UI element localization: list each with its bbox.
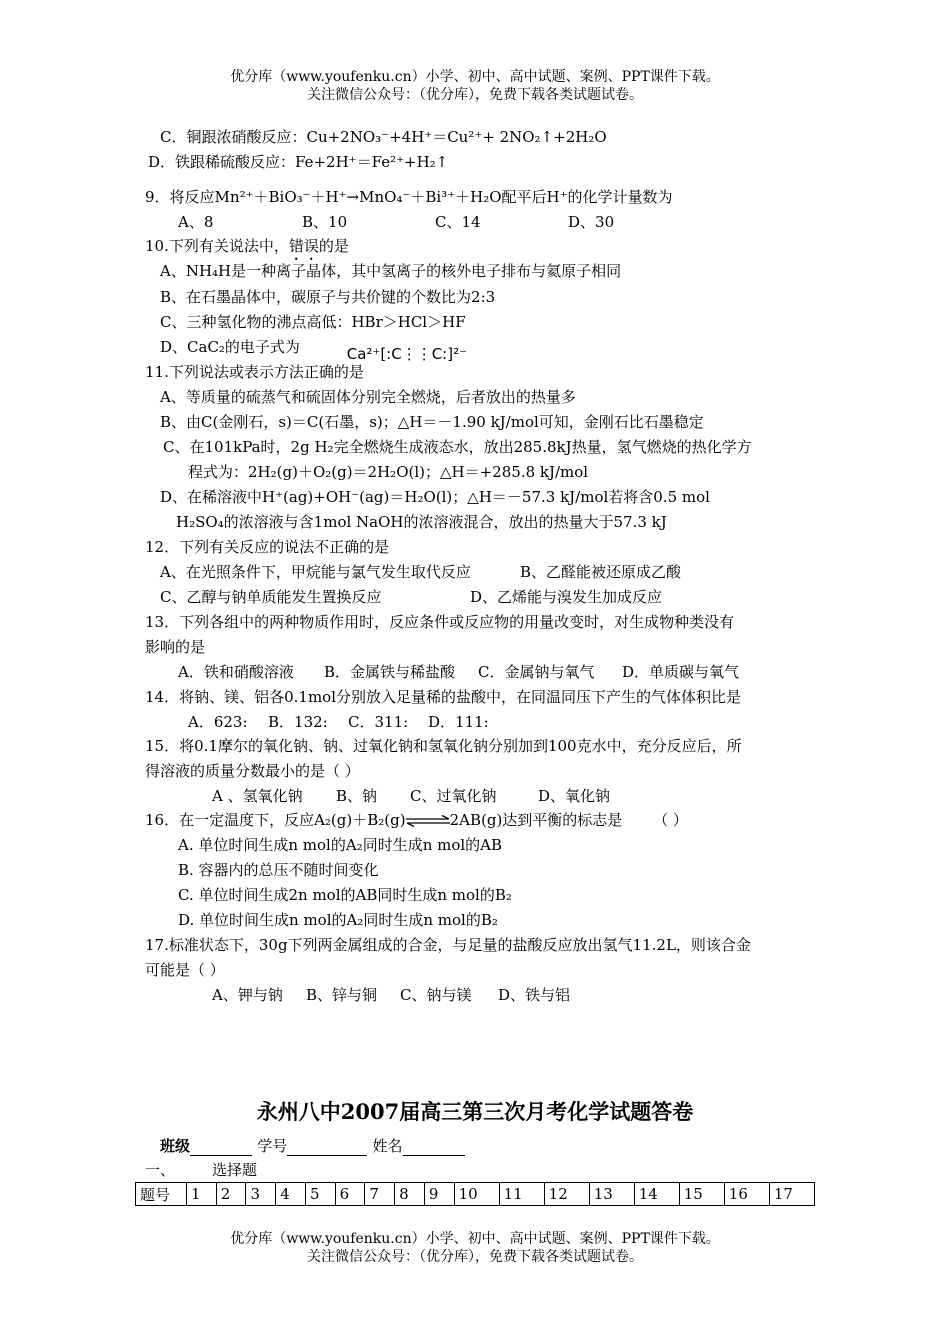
- q15-option-a: A 、氢氧化钠: [212, 787, 303, 805]
- question-number-cell: 3: [246, 1183, 276, 1206]
- q11-option-d-line1: D、在稀溶液中H⁺(ag)+OH⁻(ag)＝H₂O(l)；△H＝－57.3 kJ/mol若将含0.5 mol: [160, 488, 710, 506]
- q16-stem: [145, 810, 688, 830]
- question-number-cell: 1: [187, 1183, 217, 1206]
- q11-option-c-line1: C、在101kPa时，2g H₂完全燃烧生成液态水，放出285.8kJ热量，氢气燃烧的热化学方: [163, 438, 752, 456]
- q10-stem: [145, 236, 349, 264]
- q14-option-a: A．623:: [188, 713, 248, 731]
- q16-option-d: D. 单位时间生成n mol的A₂同时生成n mol的B₂: [178, 911, 498, 929]
- q12-option-b: B、乙醛能被还原成乙酸: [520, 563, 682, 581]
- question-number-cell: 7: [365, 1183, 395, 1206]
- q15-option-c: C、过氧化钠: [410, 787, 497, 805]
- question-number-cell: 8: [395, 1183, 425, 1206]
- answer-table: [135, 1182, 815, 1206]
- q17-stem-line1: 17.标准状态下，30g下列两金属组成的合金，与足量的盐酸反应放出氢气11.2L，则该合金: [145, 936, 751, 954]
- question-number-cell: 9: [424, 1183, 454, 1206]
- q14-option-c: C．311:: [348, 713, 409, 731]
- q15-option-b: B、钠: [336, 787, 378, 805]
- q11-stem: 11.下列说法或表示方法正确的是: [145, 363, 364, 381]
- q16-stem-pre: 16．在一定温度下，反应A₂(g)＋B₂(g): [145, 811, 406, 829]
- q9-option-a: A、8: [178, 213, 214, 231]
- q16-option-c: C. 单位时间生成2n mol的AB同时生成n mol的B₂: [178, 886, 512, 904]
- question-number-cell: 17: [769, 1183, 814, 1206]
- section-title: 选择题: [212, 1161, 258, 1179]
- equilibrium-arrow-icon: [406, 815, 450, 827]
- q17-option-c: C、钠与镁: [400, 986, 472, 1004]
- header-line-1: 优分库（www.youfenku.cn）小学、初中、高中试题、案例、PPT课件下载。: [230, 69, 720, 85]
- q10-option-d-text: D、CaC₂的电子式为: [160, 338, 300, 356]
- answer-table-header-row: [136, 1183, 815, 1206]
- q10-stem-emphasis: 错误: [288, 237, 319, 255]
- question-number-cell: 4: [276, 1183, 306, 1206]
- q8-option-c: C．铜跟浓硝酸反应：Cu+2NO₃⁻+4H⁺＝Cu²⁺+ 2NO₂↑+2H₂O: [160, 128, 607, 146]
- q16-stem-post: 2AB(g)达到平衡的标志是: [449, 811, 623, 829]
- q11-option-c-line2: 程式为：2H₂(g)＋O₂(g)＝2H₂O(l)；△H＝+285.8 kJ/mol: [188, 463, 589, 481]
- q12-option-c: C、乙醇与钠单质能发生置换反应: [160, 588, 382, 606]
- q8-option-d: D．铁跟稀硫酸反应：Fe+2H⁺＝Fe²⁺+H₂↑: [148, 153, 449, 171]
- answer-sheet-title: 永州八中2007届高三第三次月考化学试题答卷: [256, 1099, 694, 1124]
- question-number-cell: 14: [634, 1183, 679, 1206]
- q12-option-d: D、乙烯能与溴发生加成反应: [470, 588, 663, 606]
- q10-stem-pre: 10.下列有关说法中，: [145, 237, 289, 255]
- question-number-cell: 5: [305, 1183, 335, 1206]
- q13-option-c: C．金属钠与氧气: [478, 663, 595, 681]
- q9-option-b: B、10: [302, 213, 348, 231]
- q15-option-d: D、氧化钠: [538, 787, 611, 805]
- q13-option-d: D．单质碳与氧气: [622, 663, 740, 681]
- q10-stem-post: 的是: [318, 237, 349, 255]
- q10-option-c: C、三种氢化物的沸点高低：HBr＞HCl＞HF: [160, 313, 466, 331]
- q13-option-a: A．铁和硝酸溶液: [178, 663, 294, 681]
- page-footer: [0, 1230, 950, 1266]
- q14-option-b: B．132:: [268, 713, 328, 731]
- q9-option-d: D、30: [568, 213, 615, 231]
- footer-line-2: 关注微信公众号：（优分库），免费下载各类试题试卷。: [307, 1249, 643, 1265]
- q17-stem-line2: 可能是（ ）: [145, 961, 225, 979]
- name-blank[interactable]: [403, 1139, 465, 1156]
- question-number-cell: 13: [589, 1183, 634, 1206]
- student-id-blank[interactable]: [287, 1139, 367, 1156]
- q9-option-c: C、14: [435, 213, 481, 231]
- q11-option-b: B、由C(金刚石，s)＝C(石墨，s)；△H＝－1.90 kJ/mol可知，金刚石比石墨稳定: [160, 413, 704, 431]
- question-number-cell: 2: [216, 1183, 246, 1206]
- q11-option-d-line2: H₂SO₄的浓溶液与含1mol NaOH的浓溶液混合，放出的热量大于57.3 kJ: [176, 513, 667, 531]
- q15-stem-line1: 15．将0.1摩尔的氧化钠、钠、过氧化钠和氢氧化钠分别加到100克水中，充分反应后，所: [145, 737, 742, 755]
- q11-option-a: A、等质量的硫蒸气和硫固体分别完全燃烧，后者放出的热量多: [160, 388, 576, 406]
- q9-stem: 9．将反应Mn²⁺＋BiO₃⁻＋H⁺→MnO₄⁻＋Bi³⁺＋H₂O配平后H⁺的化学计量数为: [145, 188, 673, 206]
- question-number-cell: 11: [499, 1183, 544, 1206]
- q13-option-b: B．金属铁与稀盐酸: [324, 663, 456, 681]
- name-label: 姓名: [372, 1137, 403, 1155]
- q16-answer-paren: （ ）: [653, 811, 688, 829]
- question-number-header: 题号: [136, 1183, 187, 1206]
- q17-option-a: A、钾与钠: [212, 986, 283, 1004]
- section-number: 一、: [145, 1161, 176, 1179]
- q17-option-d: D、铁与铝: [498, 986, 571, 1004]
- q14-option-d: D．111:: [428, 713, 489, 731]
- student-info-row: [160, 1136, 465, 1156]
- q13-stem-line1: 13．下列各组中的两种物质作用时，反应条件或反应物的用量改变时，对生成物种类没有: [145, 613, 735, 631]
- q14-stem: 14．将钠、镁、铝各0.1mol分别放入足量稀的盐酸中，在同温同压下产生的气体体积比是: [145, 688, 741, 706]
- page-header: [0, 68, 950, 104]
- q13-stem-line2: 影响的是: [145, 638, 206, 656]
- q10-option-b: B、在石墨晶体中，碳原子与共价键的个数比为2:3: [160, 288, 496, 306]
- student-id-label: 学号: [257, 1137, 288, 1155]
- question-number-cell: 15: [679, 1183, 724, 1206]
- q10-option-d: [160, 337, 468, 363]
- q15-stem-line2: 得溶液的质量分数最小的是（ ）: [145, 762, 360, 780]
- cac2-electron-formula: Ca²⁺[:C⋮⋮C:]²⁻: [346, 345, 468, 363]
- q12-option-a: A、在光照条件下，甲烷能与氯气发生取代反应: [160, 563, 471, 581]
- q10-option-a: A、NH₄H是一种离子晶体，其中氢离子的核外电子排布与氦原子相同: [160, 262, 622, 280]
- question-number-cell: 6: [335, 1183, 365, 1206]
- question-number-cell: 16: [724, 1183, 769, 1206]
- q12-stem: 12．下列有关反应的说法不正确的是: [145, 538, 390, 556]
- q16-option-a: A. 单位时间生成n mol的A₂同时生成n mol的AB: [178, 836, 503, 854]
- footer-line-1: 优分库（www.youfenku.cn）小学、初中、高中试题、案例、PPT课件下载。: [230, 1231, 720, 1247]
- class-label: 班级: [160, 1137, 191, 1155]
- class-blank[interactable]: [190, 1139, 252, 1156]
- header-line-2: 关注微信公众号：（优分库），免费下载各类试题试卷。: [307, 87, 643, 103]
- q17-option-b: B、锌与铜: [306, 986, 378, 1004]
- question-number-cell: 12: [544, 1183, 589, 1206]
- q16-option-b: B. 容器内的总压不随时间变化: [178, 861, 379, 879]
- question-number-cell: 10: [454, 1183, 499, 1206]
